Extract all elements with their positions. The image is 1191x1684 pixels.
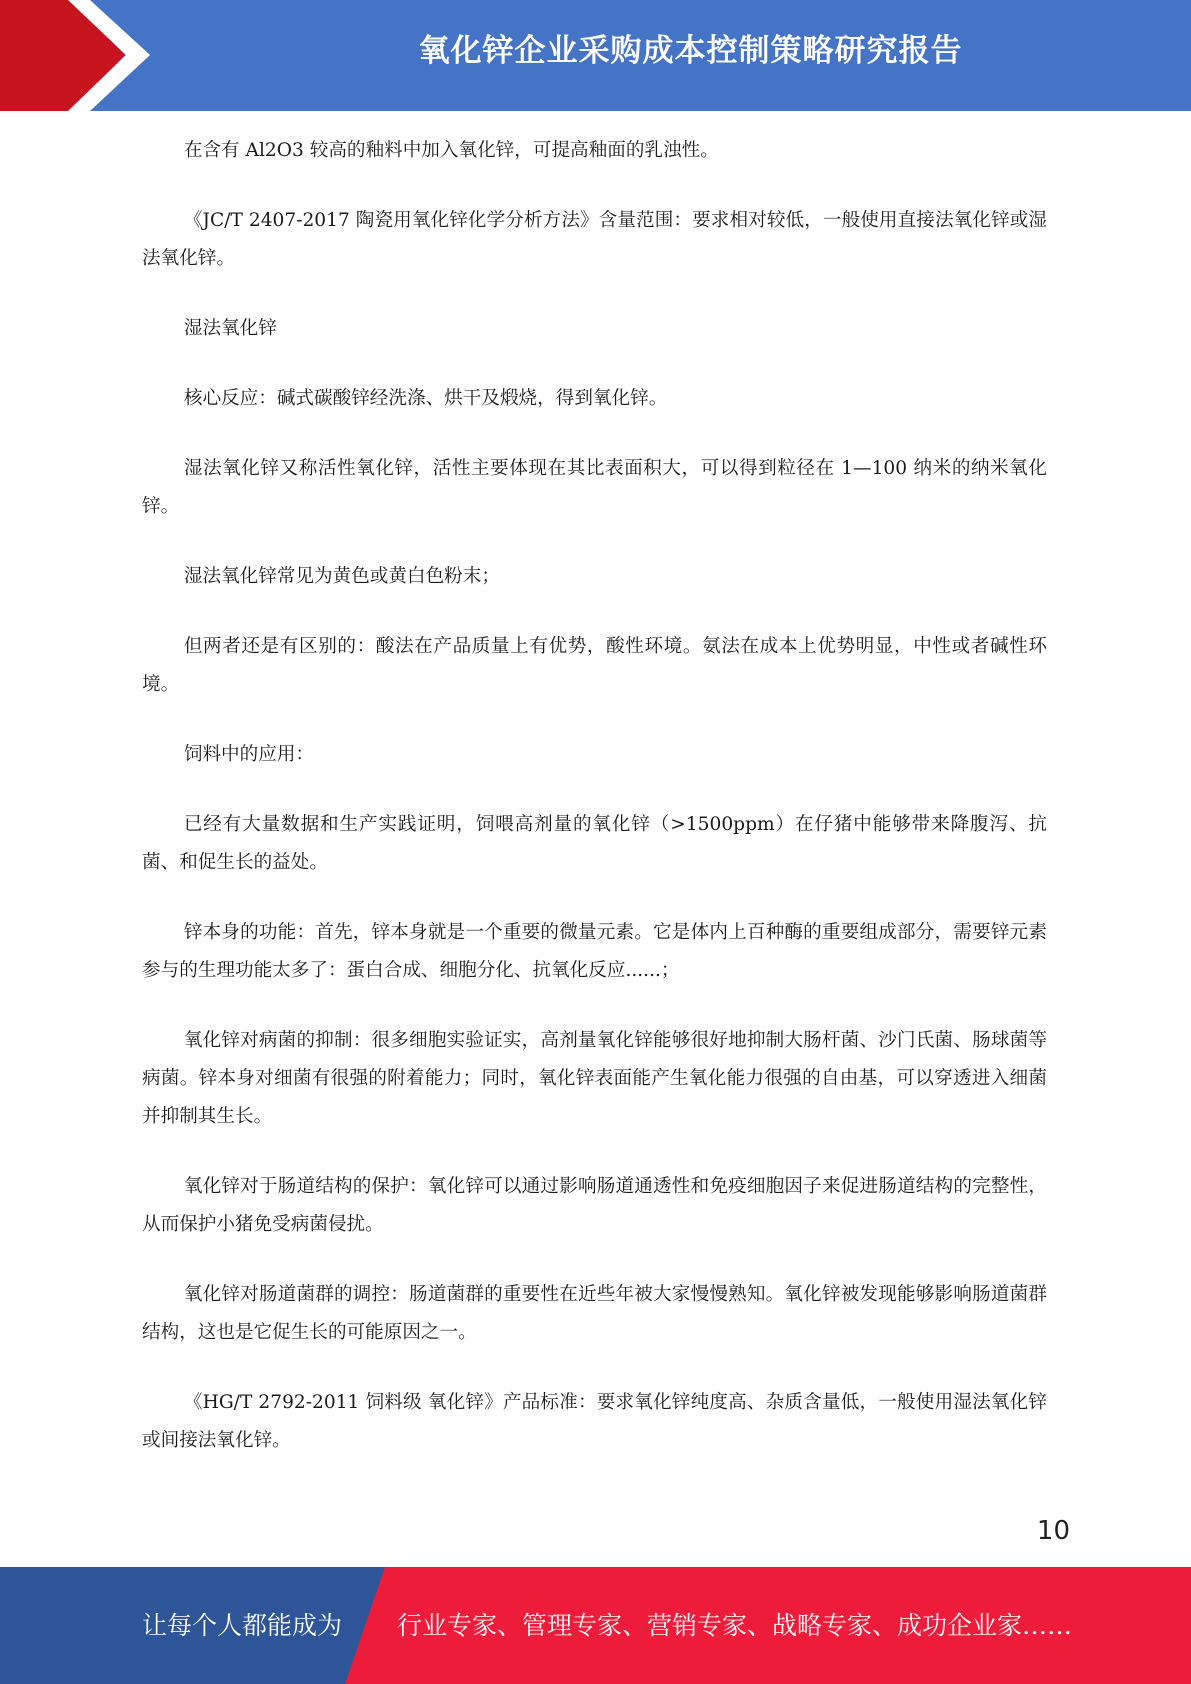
- paragraph: 湿法氧化锌常见为黄色或黄白色粉末；: [183, 566, 500, 587]
- paragraph: 《JC/T 2407-2017 陶瓷用氧化锌化学分析方法》含量范围：要求相对较低，一般使用直接法氧化锌或湿法氧化锌。: [142, 210, 1047, 269]
- paragraph: 氧化锌对病菌的抑制：很多细胞实验证实，高剂量氧化锌能够很好地抑制大肠杆菌、沙门氏菌、肠球菌等病菌。锌本身对细菌有很强的附着能力；同时，氧化锌表面能产生氧化能力很强的自由基，可以穿透进入细菌并抑制其生长。: [142, 1030, 1047, 1127]
- paragraph: 锌本身的功能：首先，锌本身就是一个重要的微量元素。它是体内上百种酶的重要组成部分，需要锌元素参与的生理功能太多了：蛋白合成、细胞分化、抗氧化反应......；: [142, 922, 1047, 981]
- header-banner: [0, 0, 1191, 111]
- paragraph: 湿法氧化锌又称活性氧化锌，活性主要体现在其比表面积大，可以得到粒径在 1—100 纳米的纳米氧化锌。: [142, 458, 1047, 517]
- paragraph: 在含有 Al2O3 较高的釉料中加入氧化锌，可提高釉面的乳浊性。: [183, 140, 719, 161]
- page-number: 10: [1036, 1516, 1070, 1546]
- paragraph: 氧化锌对肠道菌群的调控：肠道菌群的重要性在近些年被大家慢慢熟知。氧化锌被发现能够影响肠道菌群结构，这也是它促生长的可能原因之一。: [142, 1284, 1047, 1343]
- paragraph: 已经有大量数据和生产实践证明，饲喂高剂量的氧化锌（>1500ppm）在仔猪中能够带来降腹泻、抗菌、和促生长的益处。: [142, 814, 1047, 873]
- paragraph: 核心反应：碱式碳酸锌经洗涤、烘干及煅烧，得到氧化锌。: [183, 388, 668, 409]
- footer-banner: [0, 1567, 1191, 1684]
- footer-slogan-left: 让每个人都能成为: [142, 1611, 343, 1640]
- paragraph: 湿法氧化锌: [183, 318, 277, 339]
- body-text: [142, 132, 1047, 1492]
- paragraph: 《HG/T 2792-2011 饲料级 氧化锌》产品标准：要求氧化锌纯度高、杂质含量低，一般使用湿法氧化锌或间接法氧化锌。: [142, 1392, 1047, 1451]
- header-arrow-decoration: [0, 0, 200, 111]
- paragraph: 但两者还是有区别的：酸法在产品质量上有优势，酸性环境。氨法在成本上优势明显，中性或者碱性环境。: [142, 636, 1047, 695]
- footer-slogan-right: 行业专家、管理专家、营销专家、战略专家、成功企业家……: [397, 1611, 1073, 1640]
- paragraph: 饲料中的应用：: [183, 744, 315, 765]
- document-title: 氧化锌企业采购成本控制策略研究报告: [418, 33, 963, 69]
- paragraph: 氧化锌对于肠道结构的保护：氧化锌可以通过影响肠道通透性和免疫细胞因子来促进肠道结构的完整性，从而保护小猪免受病菌侵扰。: [142, 1176, 1047, 1235]
